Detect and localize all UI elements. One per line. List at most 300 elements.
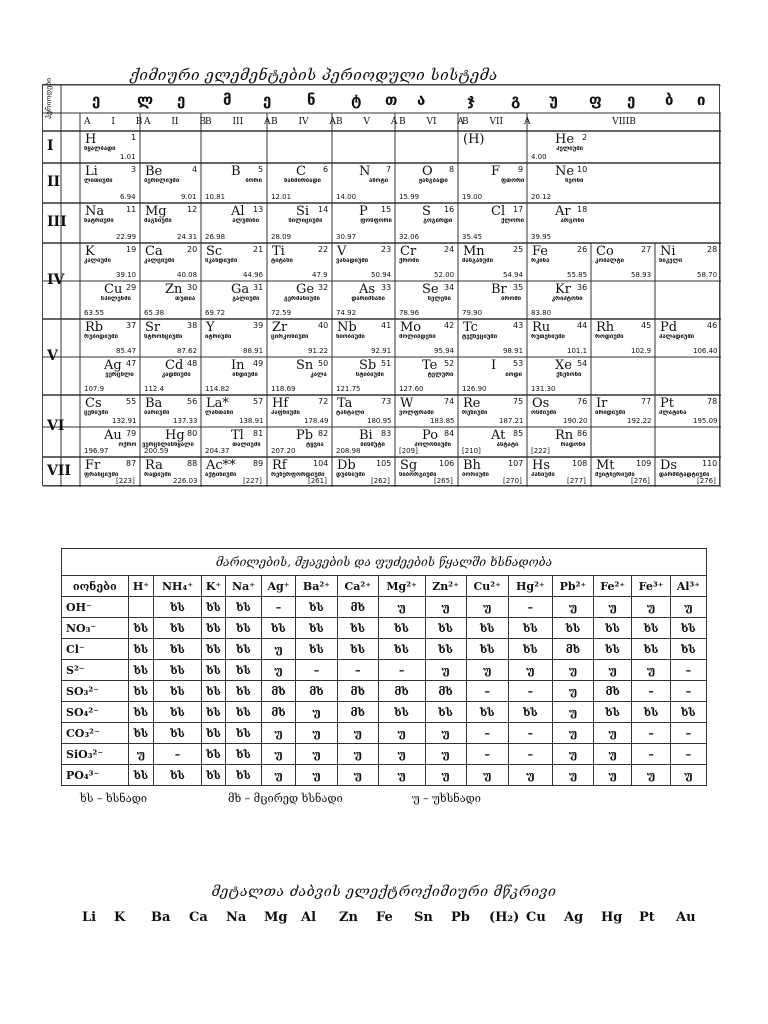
solubility-cell: უ (552, 723, 593, 744)
period-label: VII (47, 463, 71, 479)
element-atomic-number: 83 (381, 429, 392, 438)
element-symbol: Pd (660, 320, 678, 335)
solubility-cell: უ (552, 744, 593, 765)
element-atomic-number: 36 (577, 283, 588, 292)
solubility-cell: ხს (201, 702, 225, 723)
element-name: კობალტი (595, 258, 624, 264)
element-atomic-number: 89 (253, 459, 264, 468)
element-symbol: Cr (400, 244, 417, 259)
element-atomic-number: 54 (577, 359, 588, 368)
element-symbol: K (85, 244, 95, 259)
element-atomic-number: 88 (187, 459, 198, 468)
element-name: ლითიუმი (84, 178, 113, 184)
element-name: ქსენონი (556, 372, 582, 378)
metal-item: Fe (376, 910, 393, 925)
solubility-cell: ხს (226, 765, 262, 786)
element-atomic-mass: 131.30 (531, 385, 556, 393)
element-atomic-number: 74 (444, 397, 455, 406)
solubility-cell: უ (261, 765, 295, 786)
element-symbol: Zr (272, 320, 288, 335)
solubility-header-row (62, 576, 707, 597)
solubility-cell: უ (508, 660, 552, 681)
anion-label: SO₄²⁻ (62, 702, 129, 723)
element-symbol: Sg (400, 458, 418, 473)
period-label: I (47, 138, 54, 154)
solubility-cell: უ (337, 744, 378, 765)
element-atomic-mass: 204.37 (205, 447, 230, 455)
solubility-cell: – (296, 660, 338, 681)
element-atomic-mass: [209] (399, 447, 418, 455)
metal-item: Al (301, 910, 317, 925)
solubility-cell: ხს (154, 723, 202, 744)
element-atomic-mass: 190.20 (563, 417, 588, 425)
period-label: II (47, 174, 61, 190)
element-name: სტიბიუმი (355, 372, 384, 378)
element-symbol: Tc (463, 320, 478, 335)
element-atomic-number: 12 (187, 205, 198, 214)
element-atomic-mass: 72.59 (271, 309, 292, 317)
solubility-cell: ხს (226, 618, 262, 639)
element-atomic-mass: 87.62 (177, 347, 198, 355)
solubility-cell: უ (552, 681, 593, 702)
solubility-cell: ხს (154, 597, 202, 618)
cation-header: K⁺ (201, 576, 225, 597)
element-symbol: Nb (337, 320, 357, 335)
element-symbol: Ge (296, 282, 315, 297)
element-name: ქრომი (399, 258, 419, 264)
element-symbol: As (359, 282, 376, 297)
element-atomic-mass: [261] (308, 477, 327, 485)
element-atomic-mass: 226.03 (173, 477, 198, 485)
element-name: პალადიუმი (659, 334, 695, 340)
element-atomic-number: 44 (577, 321, 588, 330)
element-symbol: Ta (337, 396, 353, 411)
element-symbol: Ds (660, 458, 678, 473)
element-atomic-number: 81 (253, 429, 264, 438)
element-atomic-number: 28 (707, 245, 718, 254)
cation-header: Na⁺ (226, 576, 262, 597)
element-atomic-mass: 52.00 (434, 271, 455, 279)
element-atomic-number: 45 (641, 321, 652, 330)
element-symbol: Te (422, 358, 438, 373)
element-symbol: W (400, 396, 414, 411)
element-name: ნეონი (565, 178, 584, 184)
element-atomic-number: 25 (513, 245, 524, 254)
solubility-cell: ხს (337, 618, 378, 639)
element-atomic-mass: 207.20 (271, 447, 296, 455)
element-symbol: Rb (85, 320, 104, 335)
element-name: ალუმინი (232, 218, 260, 224)
element-symbol: Y (206, 320, 215, 335)
element-name: ბორი (245, 178, 262, 184)
element-atomic-number: 73 (381, 397, 392, 406)
element-symbol: Sn (296, 358, 314, 373)
solubility-cell: ხს (378, 639, 425, 660)
solubility-cell: ხს (632, 618, 670, 639)
cation-header: Hg²⁺ (508, 576, 552, 597)
solubility-cell: მხ (261, 681, 295, 702)
element-atomic-number: 47 (126, 359, 137, 368)
element-atomic-number: 106 (439, 459, 455, 468)
solubility-cell: ხს (670, 639, 706, 660)
element-atomic-mass: 121.75 (336, 385, 361, 393)
anion-label: SO₃²⁻ (62, 681, 129, 702)
element-name: ვერცხლისწყალი (142, 442, 194, 448)
element-name: რუთენიუმი (531, 334, 565, 340)
element-name: აზოტი (369, 178, 389, 184)
element-atomic-mass: 127.60 (399, 385, 424, 393)
element-atomic-mass: 112.4 (144, 385, 165, 393)
solubility-cell: უ (552, 765, 593, 786)
element-atomic-mass: [276] (631, 477, 650, 485)
cation-header: Ba²⁺ (296, 576, 338, 597)
element-symbol: (H) (463, 132, 485, 147)
element-symbol: Hg (165, 428, 185, 443)
element-atomic-mass: 132.91 (112, 417, 137, 425)
element-name: ჟანგბადი (418, 178, 448, 184)
solubility-cell: – (337, 660, 378, 681)
element-atomic-mass: 9.01 (181, 193, 197, 201)
element-atomic-number: 16 (444, 205, 455, 214)
group-header-letter: ე (92, 91, 101, 109)
element-atomic-number: 77 (641, 397, 652, 406)
element-atomic-mass: 200.59 (144, 447, 169, 455)
element-atomic-number: 24 (444, 245, 455, 254)
element-symbol: Mn (463, 244, 485, 259)
metal-item: Pt (639, 910, 655, 925)
element-atomic-number: 2 (582, 133, 588, 142)
element-symbol: Mo (400, 320, 422, 335)
solubility-cell: უ (425, 660, 466, 681)
element-name: გალიუმი (232, 296, 260, 302)
element-name: დარიშხანი (351, 296, 385, 302)
element-symbol: Co (596, 244, 614, 259)
element-atomic-number: 49 (253, 359, 264, 368)
metal-item: Hg (601, 910, 623, 925)
element-symbol: B (231, 164, 241, 179)
solubility-cell: ხს (128, 702, 154, 723)
solubility-cell: ხს (632, 702, 670, 723)
solubility-cell: ხს (378, 618, 425, 639)
group-header-letter: ა (417, 91, 426, 109)
solubility-cell: – (508, 597, 552, 618)
solubility-cell: – (670, 744, 706, 765)
group-header-letter: ჯ (467, 91, 476, 109)
element-atomic-number: 104 (313, 459, 329, 468)
element-name: ინდიუმი (232, 372, 258, 378)
element-symbol: Kr (555, 282, 571, 297)
element-symbol: Mt (596, 458, 615, 473)
subgroup-label: B IV A (271, 117, 336, 127)
solubility-cell: უ (593, 723, 631, 744)
solubility-cell: ხს (593, 618, 631, 639)
element-symbol: Rf (272, 458, 287, 473)
element-name: ბერილიუმი (144, 178, 180, 184)
element-atomic-number: 86 (577, 429, 588, 438)
element-atomic-mass: 24.31 (177, 233, 198, 241)
element-atomic-mass: 28.09 (271, 233, 292, 241)
element-atomic-number: 105 (376, 459, 392, 468)
element-symbol: Ru (532, 320, 551, 335)
element-symbol: Ca (145, 244, 163, 259)
solubility-row (62, 723, 707, 744)
solubility-cell: ხს (154, 702, 202, 723)
solubility-cell: ხს (201, 597, 225, 618)
element-atomic-number: 6 (323, 165, 329, 174)
element-atomic-mass: 1.01 (120, 153, 136, 161)
solubility-cell: უ (296, 765, 338, 786)
element-name: თუთია (175, 296, 196, 302)
element-atomic-number: 34 (444, 283, 455, 292)
element-atomic-mass: 178.49 (304, 417, 329, 425)
element-atomic-number: 79 (126, 429, 137, 438)
element-atomic-number: 35 (513, 283, 524, 292)
element-symbol: Rh (596, 320, 615, 335)
element-atomic-number: 11 (126, 205, 137, 214)
element-atomic-number: 80 (187, 429, 198, 438)
element-name: ცეზიუმი (84, 410, 109, 416)
solubility-legend (80, 792, 600, 810)
solubility-cell: უ (337, 765, 378, 786)
element-atomic-number: 50 (318, 359, 329, 368)
solubility-cell: ხს (296, 618, 338, 639)
group-header-letter: ფ (589, 91, 602, 109)
solubility-cell: ხს (154, 765, 202, 786)
element-symbol: P (359, 204, 368, 219)
element-name: სპილენძი (100, 296, 131, 302)
anion-label: SiO₃²⁻ (62, 744, 129, 765)
solubility-cell: – (670, 660, 706, 681)
solubility-cell: უ (508, 765, 552, 786)
solubility-cell: – (632, 681, 670, 702)
solubility-cell: ხს (508, 618, 552, 639)
element-atomic-number: 15 (381, 205, 392, 214)
solubility-cell: ხს (425, 639, 466, 660)
element-name: სკანდიუმი (205, 258, 238, 264)
element-atomic-mass: 106.40 (693, 347, 718, 355)
element-symbol: Db (337, 458, 356, 473)
cation-header: Mg²⁺ (378, 576, 425, 597)
element-atomic-mass: 35.45 (462, 233, 483, 241)
group-header-letter: მ (223, 91, 232, 109)
element-symbol: At (491, 428, 506, 443)
element-name: როდიუმი (595, 334, 624, 340)
element-name: მანგანუმი (462, 258, 493, 264)
solubility-cell: ხს (670, 618, 706, 639)
element-atomic-number: 87 (126, 459, 137, 468)
element-name: მოლიბდენი (399, 334, 436, 340)
element-atomic-number: 56 (187, 397, 198, 406)
solubility-cell: ხს (128, 765, 154, 786)
metal-item: Zn (339, 910, 358, 925)
element-symbol: Fr (85, 458, 101, 473)
solubility-cell: უ (425, 744, 466, 765)
element-atomic-mass: 180.95 (367, 417, 392, 425)
solubility-cell: უ (632, 597, 670, 618)
element-atomic-mass: [227] (243, 477, 262, 485)
element-symbol: Ra (145, 458, 163, 473)
solubility-cell: უ (632, 660, 670, 681)
element-atomic-mass: 4.00 (531, 153, 547, 161)
solubility-cell: – (508, 744, 552, 765)
element-atomic-number: 20 (187, 245, 198, 254)
solubility-cell: ხს (378, 702, 425, 723)
element-name: ნიობიუმი (336, 334, 365, 340)
element-atomic-mass: [222] (531, 447, 550, 455)
element-atomic-number: 39 (253, 321, 264, 330)
element-name: ცირკონიუმი (271, 334, 309, 340)
electrochemical-series-title: მეტალთა ძაბვის ელექტროქიმიური მწკრივი (211, 884, 557, 900)
element-atomic-mass: 78.96 (399, 309, 420, 317)
solubility-cell: – (378, 660, 425, 681)
solubility-cell: ხს (296, 597, 338, 618)
element-atomic-mass: 195.09 (693, 417, 718, 425)
element-name: კალა (310, 372, 327, 378)
solubility-cell: უ (296, 723, 338, 744)
element-atomic-mass: 26.98 (205, 233, 226, 241)
cation-header: Cu²⁺ (466, 576, 508, 597)
element-symbol: Pb (296, 428, 314, 443)
element-atomic-mass: 74.92 (336, 309, 357, 317)
subgroup-label: B III A (205, 117, 271, 127)
element-symbol: Mg (145, 204, 167, 219)
element-atomic-number: 48 (187, 359, 198, 368)
solubility-cell: უ (425, 723, 466, 744)
element-atomic-number: 75 (513, 397, 524, 406)
element-name: ნიკელი (659, 258, 683, 264)
solubility-cell: ხს (128, 660, 154, 681)
element-symbol: Rn (555, 428, 574, 443)
element-symbol: I (491, 358, 497, 373)
element-atomic-mass: 101.1 (567, 347, 588, 355)
subgroup-label: A II B (144, 117, 206, 127)
solubility-row (62, 639, 707, 660)
element-atomic-number: 10 (577, 165, 588, 174)
element-atomic-number: 33 (381, 283, 392, 292)
element-atomic-mass: 91.22 (308, 347, 329, 355)
element-atomic-number: 13 (253, 205, 264, 214)
element-symbol: Ne (555, 164, 575, 179)
solubility-cell: ხს (201, 744, 225, 765)
solubility-cell: ხს (201, 681, 225, 702)
element-symbol: Cl (491, 204, 506, 219)
element-symbol: Ba (145, 396, 163, 411)
legend-soluble: ხს – ხსნადი (80, 792, 148, 805)
element-atomic-number: 108 (572, 459, 588, 468)
solubility-cell: უ (378, 765, 425, 786)
solubility-cell: ხს (128, 681, 154, 702)
element-atomic-mass: 6.94 (120, 193, 136, 201)
solubility-cell: ხს (593, 639, 631, 660)
metal-item: Pb (451, 910, 470, 925)
solubility-cell: უ (425, 597, 466, 618)
element-symbol: C (296, 164, 306, 179)
solubility-cell: უ (425, 765, 466, 786)
element-atomic-mass: [265] (434, 477, 453, 485)
solubility-cell: უ (552, 597, 593, 618)
solubility-cell: ხს (201, 765, 225, 786)
solubility-cell: ხს (226, 597, 262, 618)
solubility-cell: უ (552, 702, 593, 723)
solubility-cell: ხს (154, 681, 202, 702)
solubility-cell: უ (378, 744, 425, 765)
solubility-cell: უ (261, 639, 295, 660)
element-symbol: O (422, 164, 433, 179)
element-atomic-mass: 126.90 (462, 385, 487, 393)
solubility-cell: ხს (508, 639, 552, 660)
element-atomic-number: 109 (636, 459, 652, 468)
period-label: V (47, 348, 58, 364)
element-name: გოგირდი (423, 218, 453, 224)
element-name: სელენი (427, 296, 451, 302)
group-header-letter: გ (511, 91, 521, 109)
period-column-header: პერიოდები (45, 77, 53, 119)
element-name: ოსმიუმი (531, 410, 557, 416)
element-atomic-number: 107 (508, 459, 524, 468)
group-header-letter: ნ (307, 91, 316, 109)
group-header-letter: უ (549, 91, 558, 109)
solubility-cell: ხს (508, 702, 552, 723)
element-atomic-number: 7 (386, 165, 392, 174)
cation-header: Fe²⁺ (593, 576, 631, 597)
solubility-cell: ხს (154, 660, 202, 681)
solubility-cell: – (508, 681, 552, 702)
element-symbol: Ti (272, 244, 285, 259)
cation-header: Fe³⁺ (632, 576, 670, 597)
element-atomic-mass: 54.94 (503, 271, 524, 279)
period-label: III (47, 214, 67, 230)
element-atomic-mass: 196.97 (84, 447, 109, 455)
group-header-letter: თ (385, 91, 398, 109)
metal-item: Li (82, 910, 97, 925)
element-atomic-mass: 85.47 (116, 347, 137, 355)
element-symbol: Sb (359, 358, 377, 373)
element-atomic-mass: 58.93 (631, 271, 652, 279)
element-name: მეიტნერიუმი (595, 472, 635, 478)
solubility-cell: ხს (425, 702, 466, 723)
solubility-cell: მხ (593, 681, 631, 702)
element-atomic-number: 53 (513, 359, 524, 368)
solubility-cell: – (670, 681, 706, 702)
cation-header: Al³⁺ (670, 576, 706, 597)
solubility-cell (128, 597, 154, 618)
element-name: სტრონციუმი (144, 334, 183, 340)
solubility-cell: ხს (466, 702, 508, 723)
solubility-row (62, 765, 707, 786)
element-atomic-mass: 138.91 (239, 417, 264, 425)
element-atomic-number: 8 (449, 165, 455, 174)
element-atomic-mass: 50.94 (371, 271, 392, 279)
solubility-cell: – (632, 744, 670, 765)
element-name: რუბიდიუმი (84, 334, 118, 340)
solubility-row (62, 618, 707, 639)
legend-slightly-soluble: მხ – მცირედ ხსნადი (228, 792, 343, 805)
element-symbol: F (491, 164, 501, 179)
element-symbol: Bi (359, 428, 373, 443)
element-name: ბრომი (501, 296, 521, 302)
electrochemical-series (82, 910, 702, 930)
element-symbol: Na (85, 204, 105, 219)
element-atomic-mass: 39.10 (116, 271, 137, 279)
solubility-cell: ხს (128, 723, 154, 744)
element-name: ფოსფორი (360, 218, 392, 224)
solubility-cell: მხ (378, 681, 425, 702)
element-atomic-number: 3 (131, 165, 137, 174)
element-atomic-number: 78 (707, 397, 718, 406)
element-name: კალციუმი (144, 258, 175, 264)
element-name: რეზერფორდიუმი (271, 472, 325, 478)
element-symbol: Hf (272, 396, 289, 411)
